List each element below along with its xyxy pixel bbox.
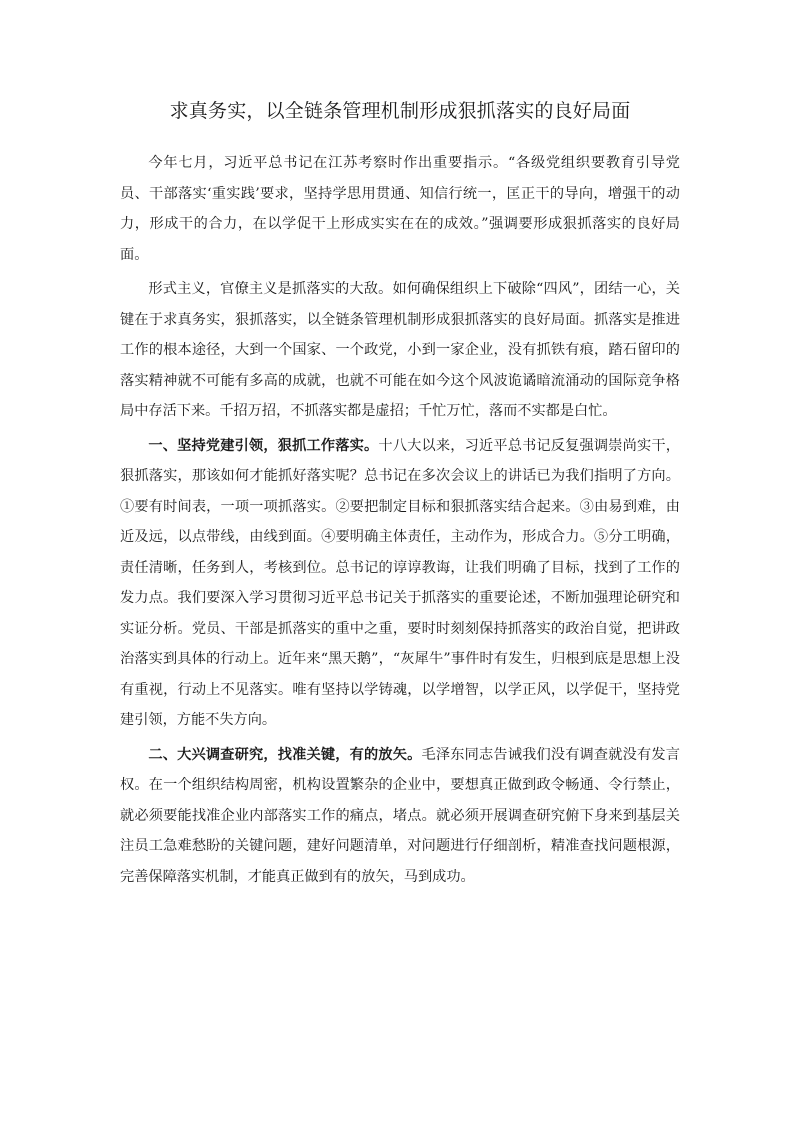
- paragraph-section-1: [120, 431, 680, 736]
- paragraph-text: 十八大以来，习近平总书记反复强调崇尚实干，狠抓落实，那该如何才能抓好落实呢？总书记在多次会议上的讲话已为我们指明了方向。①要有时间表，一项一项抓落实。②要把制定目标和狠抓落实结合起来。③由易到难，由近及远，以点带线，由线到面。④要明确主体责任，主动作为，形成合力。⑤分工明确，责任清晰，任务到人，考核到位。总书记的谆谆教诲，让我们明确了目标，找到了工作的发力点。我们要深入学习贯彻习近平总书记关于抓落实的重要论述，不断加强理论研究和实证分析。党员、干部是抓落实的重中之重，要时时刻刻保持抓落实的政治自觉，把讲政治落实到具体的行动上。近年来“黑天鹅”，“灰犀牛”事件时有发生，归根到底是思想上没有重视，行动上不见落实。唯有坚持以学铸魂，以学增智，以学正风，以学促干，坚持党建引领，方能不失方向。: [120, 437, 680, 728]
- section-heading: 二、大兴调查研究，找准关键，有的放矢。: [148, 746, 422, 763]
- paragraph-formalism: [120, 274, 680, 427]
- paragraph-text: 毛泽东同志告诫我们没有调查就没有发言权。在一个组织结构周密，机构设置繁杂的企业中，要想真正做到政令畅通、令行禁止，就必须要能找准企业内部落实工作的痛点，堵点。就必须开展调查研究俯下身来到基层关注员工急难愁盼的关键问题，建好问题清单，对问题进行仔细剖析，精准查找问题根源，完善保障落实机制，才能真正做到有的放矢，马到成功。: [120, 746, 680, 885]
- paragraph-section-2: [120, 740, 680, 893]
- paragraph-text: 今年七月，习近平总书记在江苏考察时作出重要指示。“各级党组织要教育引导党员、干部落实‘重实践’要求，坚持学思用贯通、知信行统一，匡正干的导向，增强干的动力，形成干的合力，在以学促干上形成实实在在的成效。”强调要形成狠抓落实的良好局面。: [120, 155, 680, 263]
- document-title: 求真务实，以全链条管理机制形成狠抓落实的良好局面: [169, 100, 631, 122]
- document-page: [120, 96, 680, 896]
- paragraph-text: 形式主义，官僚主义是抓落实的大敌。如何确保组织上下破除“四风”，团结一心，关键在于求真务实，狠抓落实，以全链条管理机制形成狠抓落实的良好局面。抓落实是推进工作的根本途径，大到一个国家、一个政党，小到一家企业，没有抓铁有痕，踏石留印的落实精神就不可能有多高的成就，也就不可能在如今这个风波诡谲暗流涌动的国际竞争格局中存活下来。千招万招，不抓落实都是虚招；千忙万忙，落而不实都是白忙。: [120, 281, 680, 419]
- section-heading: 一、坚持党建引领，狠抓工作落实。: [148, 437, 379, 454]
- paragraph-intro: [120, 148, 680, 270]
